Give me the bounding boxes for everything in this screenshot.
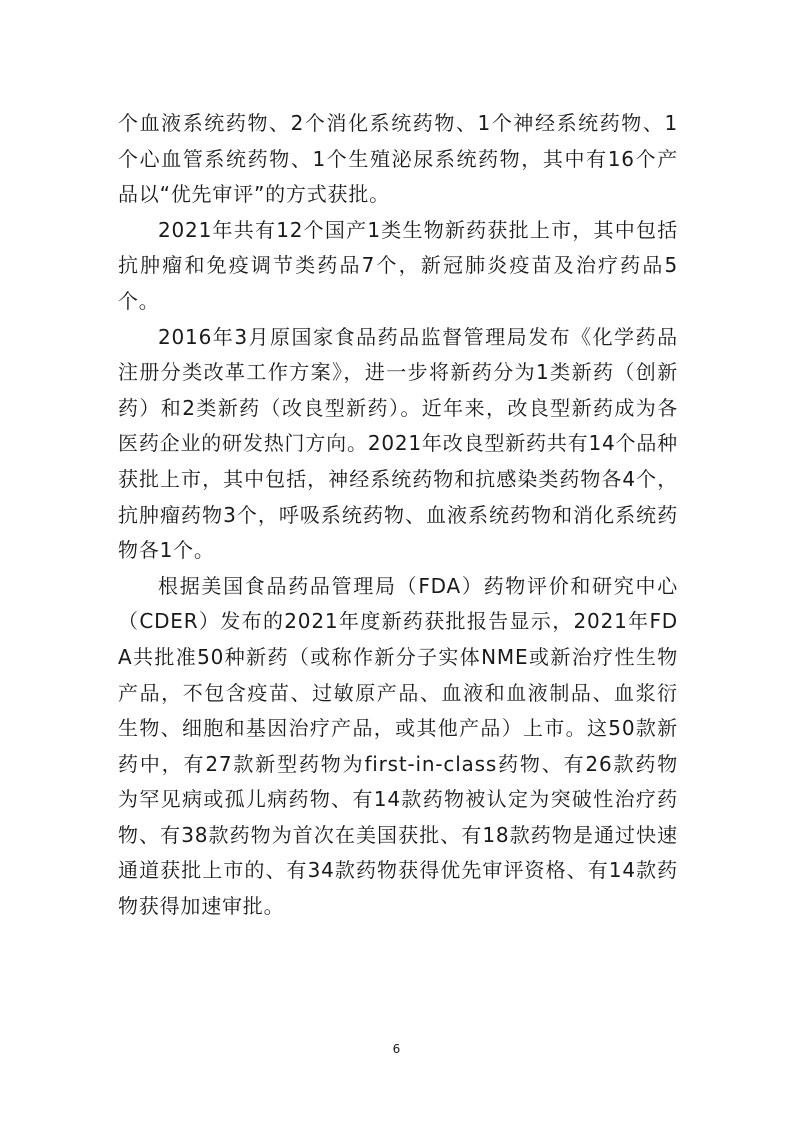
paragraph-improved-drugs: 2016年3月原国家食品药品监督管理局发布《化学药品注册分类改革工作方案》，进一步将新药分为1类新药（创新药）和2类新药（改良型新药）。近年来，改良型新药成为各医药企业的研发热门方向。2021年改良型新药共有14个品种获批上市，其中包括，神经系统药物和抗感染类药物各4个，抗肿瘤药物3个，呼吸系统药物、血液系统药物和消化系统药物各1个。 <box>118 324 678 563</box>
paragraph-domestic-biologics: 2021年共有12个国产1类生物新药获批上市，其中包括抗肿瘤和免疫调节类药品7个，新冠肺炎疫苗及治疗药品5个。 <box>118 217 678 313</box>
document-body <box>118 106 678 925</box>
page-number: 6 <box>392 1042 401 1056</box>
paragraph-fda-approvals: 根据美国食品药品管理局（FDA）药物评价和研究中心（CDER）发布的2021年度新药获批报告显示，2021年FDA共批准50种新药（或称作新分子实体NME或新治疗性生物产品，不包含疫苗、过敏原产品、血液和血液制品、血浆衍生物、细胞和基因治疗产品，或其他产品）上市。这50款新药中，有27款新型药物为first-in-class药物、有26款药物为罕见病或孤儿病药物、有14款药物被认定为突破性治疗药物、有38款药物为首次在美国获批、有18款药物是通过快速通道获批上市的、有34款药物获得优先审评资格、有14款药物获得加速审批。 <box>118 573 678 919</box>
paragraph-continuation: 个血液系统药物、2个消化系统药物、1个神经系统药物、1个心血管系统药物、1个生殖泌尿系统药物，其中有16个产品以“优先审评”的方式获批。 <box>118 111 678 207</box>
